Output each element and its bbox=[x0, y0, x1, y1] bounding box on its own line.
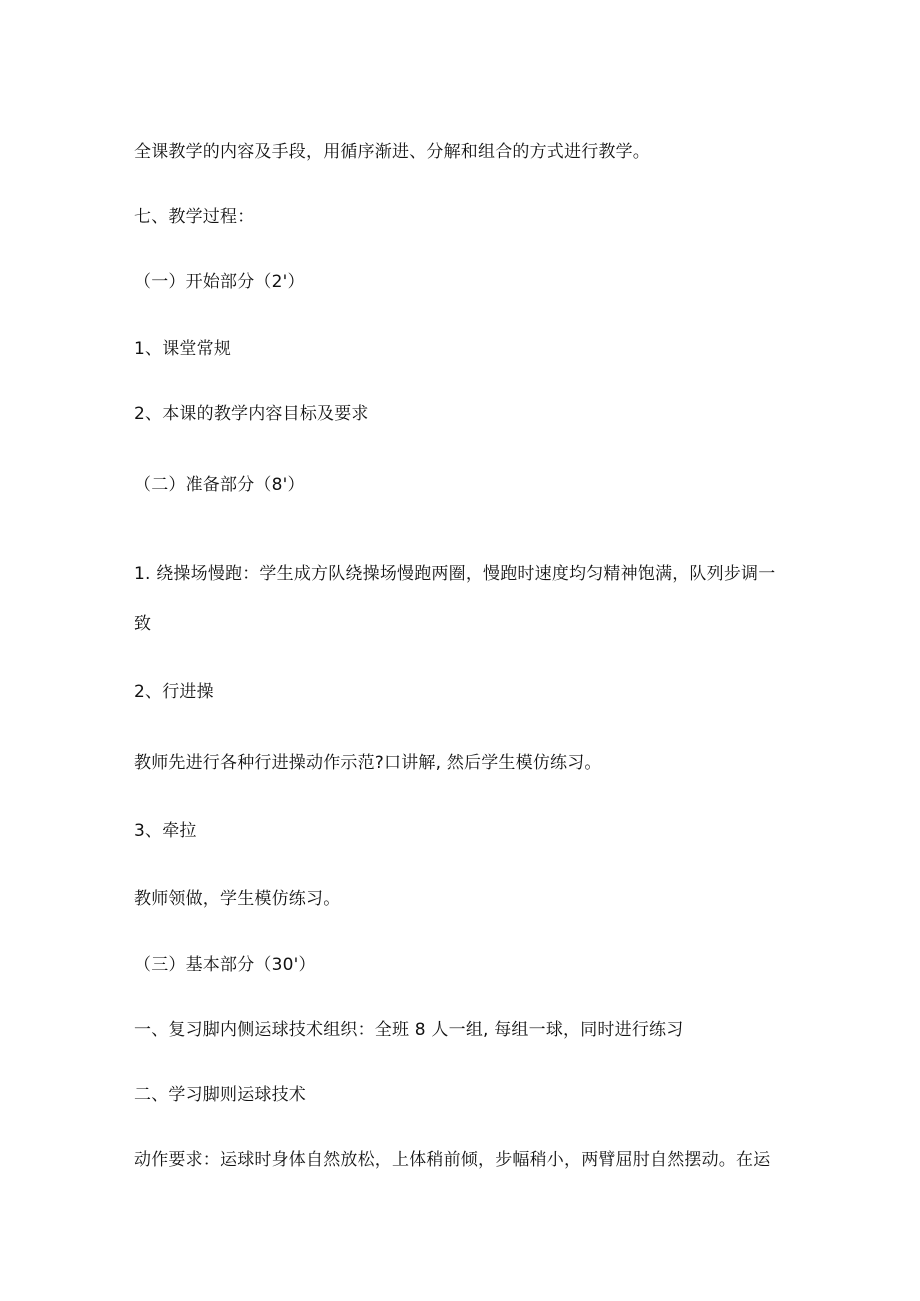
item-stretching: 3、牵拉 bbox=[134, 821, 197, 841]
item-jogging: 1. 绕操场慢跑：学生成方队绕操场慢跑两圈，慢跑时速度均匀精神饱满，队列步调一 bbox=[134, 564, 776, 584]
heading-opening-part: （一）开始部分（2'） bbox=[134, 272, 305, 292]
paragraph-movement-requirements: 动作要求：运球时身体自然放松，上体稍前倾，步幅稍小，两臂屈肘自然摆动。在运 bbox=[134, 1150, 771, 1170]
paragraph-demonstration: 教师先进行各种行进操动作示范?口讲解, 然后学生模仿练习。 bbox=[134, 753, 602, 773]
paragraph-teaching-method: 全课教学的内容及手段，用循序渐进、分解和组合的方式进行教学。 bbox=[134, 142, 650, 162]
item-class-routine: 1、课堂常规 bbox=[134, 339, 232, 359]
paragraph-teacher-leads: 教师领做，学生模仿练习。 bbox=[134, 889, 341, 909]
item-review-dribbling: 一、复习脚内侧运球技术组织：全班 8 人一组, 每组一球，同时进行练习 bbox=[134, 1020, 684, 1040]
item-jogging-continued: 致 bbox=[134, 614, 152, 634]
item-learn-dribbling: 二、学习脚则运球技术 bbox=[134, 1085, 306, 1105]
item-marching-exercise: 2、行进操 bbox=[134, 682, 214, 702]
item-lesson-goals: 2、本课的教学内容目标及要求 bbox=[134, 404, 369, 424]
heading-preparation-part: （二）准备部分（8'） bbox=[134, 475, 305, 495]
heading-basic-part: （三）基本部分（30'） bbox=[134, 955, 316, 975]
heading-teaching-process: 七、教学过程： bbox=[134, 207, 255, 227]
